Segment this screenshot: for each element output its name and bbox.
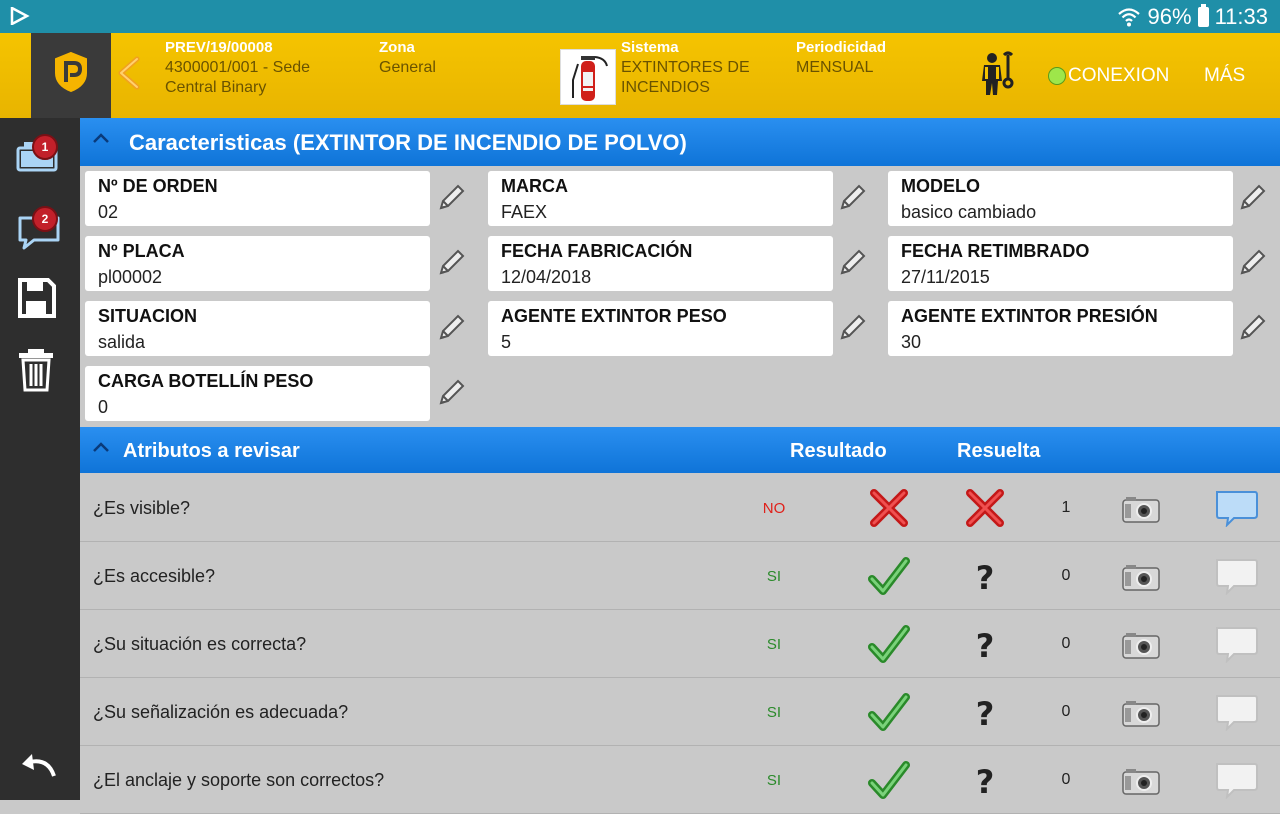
field-label: CARGA BOTELLÍN PESO <box>98 371 314 391</box>
sistema-line-1: EXTINTORES DE <box>621 59 750 76</box>
field-box[interactable] <box>85 366 430 421</box>
zona-value: General <box>379 59 436 76</box>
svg-text:?: ? <box>975 559 995 597</box>
technician-icon[interactable] <box>978 51 1014 97</box>
attribute-result: SI <box>766 568 782 585</box>
resolved-question-icon[interactable] <box>964 691 1006 733</box>
field-box[interactable] <box>488 236 833 291</box>
delete-button[interactable] <box>14 346 66 398</box>
periodicidad-value: MENSUAL <box>796 59 874 76</box>
field-box[interactable] <box>888 301 1233 356</box>
fire-extinguisher-icon <box>561 50 615 104</box>
comment-icon[interactable] <box>1214 761 1260 799</box>
field-box[interactable] <box>488 171 833 226</box>
trash-icon <box>14 346 58 394</box>
pending-items-button[interactable] <box>14 134 66 186</box>
field-value: 27/11/2015 <box>901 267 990 287</box>
messages-badge: 2 <box>32 206 58 232</box>
attribute-question: ¿El anclaje y soporte son correctos? <box>93 770 385 790</box>
camera-icon[interactable] <box>1120 492 1162 526</box>
comment-icon[interactable] <box>1214 489 1260 527</box>
order-info <box>165 38 310 98</box>
attribute-result: SI <box>766 636 782 653</box>
resolved-question-icon[interactable] <box>964 759 1006 801</box>
field-label: MODELO <box>901 176 980 196</box>
more-button[interactable]: MÁS <box>1204 65 1246 86</box>
extinguisher-image <box>560 49 616 105</box>
attribute-question: ¿Es accesible? <box>93 566 216 586</box>
attribute-question: ¿Su situación es correcta? <box>93 634 307 654</box>
camera-icon[interactable] <box>1120 696 1162 730</box>
periodicidad-info <box>796 38 886 78</box>
undo-arrow-icon <box>14 750 58 782</box>
photo-count: 0 <box>1061 635 1071 652</box>
messages-button[interactable] <box>14 206 66 258</box>
app-header <box>0 33 1280 118</box>
characteristics-header[interactable] <box>80 118 1280 166</box>
edit-pencil-icon[interactable] <box>435 247 467 279</box>
attribute-question: ¿Es visible? <box>93 498 191 518</box>
save-button[interactable] <box>14 276 66 328</box>
connection-label: CONEXION <box>1068 65 1170 86</box>
clock: 11:33 <box>1214 3 1268 29</box>
chevron-up-icon <box>92 132 110 144</box>
field-label: MARCA <box>501 176 568 196</box>
svg-text:?: ? <box>975 695 995 733</box>
save-icon <box>14 276 58 320</box>
field-label: FECHA FABRICACIÓN <box>501 241 693 261</box>
attribute-result: SI <box>766 704 782 721</box>
attribute-row <box>80 746 1280 814</box>
field-value: basico cambiado <box>901 202 1037 222</box>
attribute-row <box>80 474 1280 542</box>
camera-icon[interactable] <box>1120 628 1162 662</box>
chevron-up-icon <box>92 441 110 453</box>
svg-text:?: ? <box>975 763 995 801</box>
attribute-question: ¿Su señalización es adecuada? <box>93 702 349 722</box>
connection-status[interactable] <box>1048 65 1169 87</box>
resolved-cross-icon[interactable] <box>964 487 1006 529</box>
field-label: Nº PLACA <box>98 241 185 261</box>
edit-pencil-icon[interactable] <box>1236 247 1268 279</box>
zona-info <box>379 38 436 78</box>
attribute-row <box>80 678 1280 746</box>
field-label: Nº DE ORDEN <box>98 176 218 196</box>
site-line-1: 4300001/001 - Sede <box>165 59 311 76</box>
characteristics-title: Caracteristicas (EXTINTOR DE INCENDIO DE POLVO) <box>129 130 687 155</box>
sistema-line-2: INCENDIOS <box>621 79 710 96</box>
field-box[interactable] <box>85 171 430 226</box>
field-value: salida <box>98 332 146 352</box>
comment-icon[interactable] <box>1214 625 1260 663</box>
pending-badge: 1 <box>32 134 58 160</box>
connection-dot-icon <box>1048 67 1066 85</box>
photo-count: 0 <box>1061 567 1071 584</box>
col-resuelta: Resuelta <box>957 440 1041 462</box>
zona-label: Zona <box>379 39 415 56</box>
play-store-icon <box>10 7 30 25</box>
wifi-icon <box>1116 6 1142 28</box>
photo-count: 0 <box>1061 703 1071 720</box>
sistema-label: Sistema <box>621 39 679 56</box>
attribute-result: NO <box>762 500 786 517</box>
site-line-2: Central Binary <box>165 79 267 96</box>
field-value: pl00002 <box>98 267 163 287</box>
field-label: AGENTE EXTINTOR PRESIÓN <box>901 306 1158 326</box>
camera-icon[interactable] <box>1120 560 1162 594</box>
field-value: 5 <box>501 332 512 352</box>
field-box[interactable] <box>85 301 430 356</box>
result-check-icon[interactable] <box>868 691 910 733</box>
field-box[interactable] <box>888 236 1233 291</box>
status-bar <box>0 0 1280 33</box>
battery-percent: 96% <box>1147 3 1192 29</box>
edit-pencil-icon[interactable] <box>435 377 467 409</box>
periodicidad-label: Periodicidad <box>796 39 887 56</box>
svg-text:?: ? <box>975 627 995 665</box>
field-label: SITUACION <box>98 306 197 326</box>
field-value: 0 <box>98 397 109 417</box>
edit-pencil-icon[interactable] <box>836 182 868 214</box>
back-arrow-icon[interactable] <box>115 55 141 91</box>
attributes-header[interactable] <box>80 427 1280 473</box>
shield-p-logo-icon <box>53 51 89 93</box>
attribute-result: SI <box>766 772 782 789</box>
comment-icon[interactable] <box>1214 557 1260 595</box>
edit-pencil-icon[interactable] <box>1236 312 1268 344</box>
col-resultado: Resultado <box>790 440 887 462</box>
photo-count: 0 <box>1061 771 1071 788</box>
attribute-row <box>80 610 1280 678</box>
result-cross-icon[interactable] <box>868 487 910 529</box>
sistema-info <box>621 38 750 98</box>
sidebar <box>0 118 80 800</box>
battery-icon <box>1198 7 1209 27</box>
edit-pencil-icon[interactable] <box>435 312 467 344</box>
field-box[interactable] <box>85 236 430 291</box>
field-box[interactable] <box>488 301 833 356</box>
app-logo[interactable] <box>31 33 111 118</box>
order-code: PREV/19/00008 <box>165 39 273 56</box>
field-value: FAEX <box>501 202 548 222</box>
field-value: 02 <box>98 202 119 222</box>
edit-pencil-icon[interactable] <box>836 312 868 344</box>
result-check-icon[interactable] <box>868 555 910 597</box>
result-check-icon[interactable] <box>868 759 910 801</box>
attributes-title: Atributos a revisar <box>123 440 300 462</box>
comment-icon[interactable] <box>1214 693 1260 731</box>
field-value: 12/04/2018 <box>501 267 592 287</box>
field-box[interactable] <box>888 171 1233 226</box>
undo-button[interactable] <box>14 750 66 802</box>
resolved-question-icon[interactable] <box>964 555 1006 597</box>
field-label: FECHA RETIMBRADO <box>901 241 1090 261</box>
edit-pencil-icon[interactable] <box>1236 182 1268 214</box>
result-check-icon[interactable] <box>868 623 910 665</box>
field-label: AGENTE EXTINTOR PESO <box>501 306 727 326</box>
field-value: 30 <box>901 332 922 352</box>
photo-count: 1 <box>1061 499 1071 516</box>
edit-pencil-icon[interactable] <box>435 182 467 214</box>
camera-icon[interactable] <box>1120 764 1162 798</box>
attribute-row <box>80 542 1280 610</box>
resolved-question-icon[interactable] <box>964 623 1006 665</box>
edit-pencil-icon[interactable] <box>836 247 868 279</box>
